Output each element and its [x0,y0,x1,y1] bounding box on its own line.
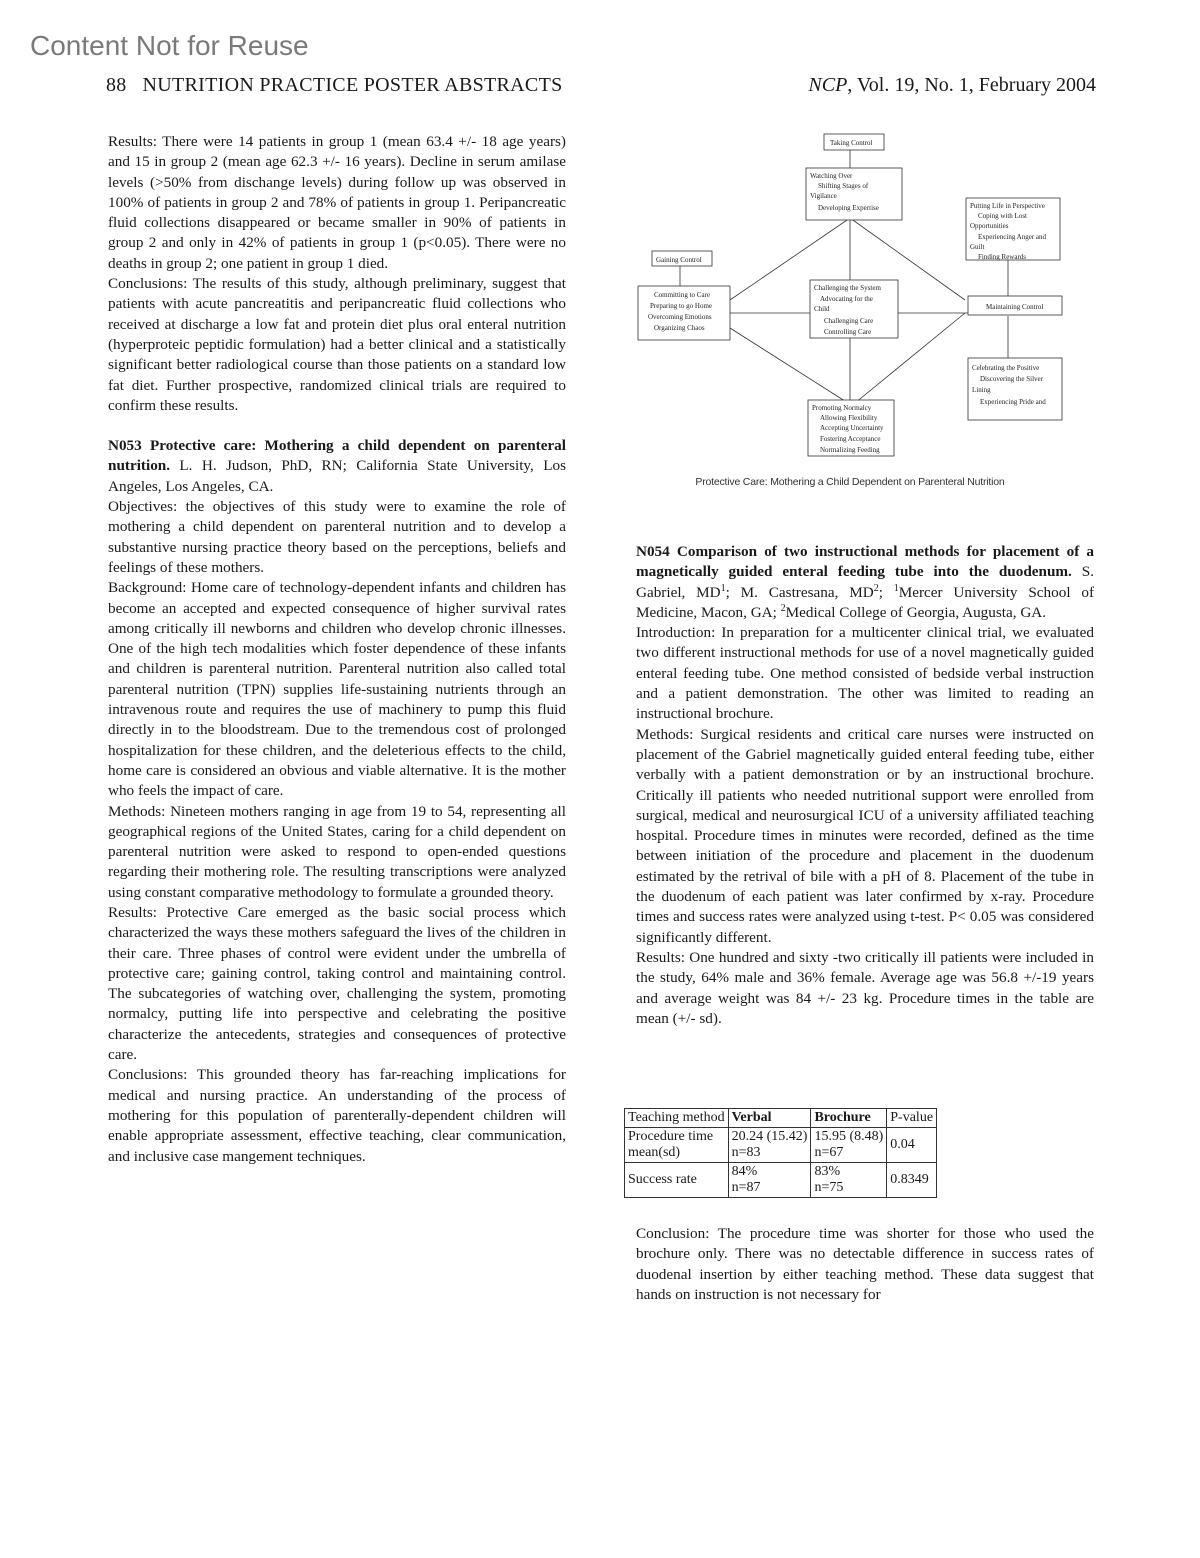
challenging-1: Challenging the System [814,284,881,292]
perspective-4: Experiencing Anger and [978,233,1047,241]
n054-author1: S. Gabriel, MD [636,563,1094,601]
n054-author2-sup: 2 [873,582,879,594]
table-row [625,1163,937,1198]
n054-aff2: Medical College of Georgia, Augusta, GA. [785,603,1047,621]
challenging-4: Challenging Care [824,317,874,325]
n053-authors: L. H. Judson, PhD, RN; California State University, Los Angeles, Los Angeles, CA. [108,457,566,495]
table-cell [625,1128,729,1163]
results-table [624,1108,937,1198]
n053-results: Results: Protective Care emerged as the basic social process which characterized the ways these mothers safeguard the lives of the children in their care. Three phases of control were evident under the umbrella of protective care; gaining control, taking control and maintaining control. The subcategories of watching over, challenging the system, promoting normalcy, putting life into perspective and celebrating the positive characterize the antecedents, strategies and consequences of protective care. [108,903,566,1064]
running-header-left [106,74,563,97]
n053-title: N053 Protective care: Mothering a child dependent on parenteral nutrition. [108,437,566,475]
n054-author2: ; M. Castresana, MD [725,583,874,601]
n053-conclusions: Conclusions: This grounded theory has far-reaching implications for medical and nursing practice. An understanding of the process of mothering for this population of parenterally-dependent children will enable appropriate assessment, effective teaching, clear communication, and inclusive case mangement techniques. [108,1066,566,1165]
celebrating-2: Discovering the Silver [980,375,1043,383]
right-column [636,542,1094,1029]
promoting-4: Fostering Acceptance [820,435,881,443]
n054-sep: ; [878,583,883,601]
n053-background: Background: Home care of technology-dependent infants and children has become an accepted and expected consequence of higher survival rates among critically ill newborns and children who develop chronic illnesses. One of the high tech modalities which foster dependence of these infants and children is parenteral nutrition. Parenteral nutrition also called total parenteral nutrition (TPN) supplies life-sustaining nutrients through an intravenous route and requires the use of machinery to pump this fluid directly in to the bloodstream. Due to the tremendous cost of prolonged hospitalization for these children, and the deleterious effects to the child, home care is considered an obvious and viable alternative. It is the mother who feels the impact of care. [108,579,566,800]
cell-line: 83% [814,1164,841,1179]
n053-methods: Methods: Nineteen mothers ranging in age from 19 to 54, representing all geographical regions of the United States, caring for a child dependent on parenteral nutrition were asked to respond to open-ended questions regarding their mothering role. The resulting transcriptions were analyzed using constant comparative methodology to formulate a grounded theory. [108,802,566,901]
table-header: Verbal [728,1109,811,1128]
perspective-5: Guilt [970,243,985,251]
n053-objectives: Objectives: the objectives of this study were to examine the role of mothering a child dependent on parenteral nutrition and to develop a substantive nursing practice theory based on the perceptions, beliefs and feelings of these mothers. [108,498,566,576]
box-gaining-control: Gaining Control [656,256,702,264]
challenging-5: Controlling Care [824,328,872,336]
perspective-1: Putting Life in Perspective [970,202,1045,210]
cell-line: Procedure time [628,1129,714,1144]
cell-line: 84% [731,1164,758,1179]
n054-methods: Methods: Surgical residents and critical care nurses were instructed on placement of the Gabriel magnetically guided enteral feeding tube, either verbally with a patient demonstration or by an instructional brochure. Critically ill patients who needed nutritional support were enrolled from surgical, medical and neurosurgical ICU of a university affiliated teaching hospital. Procedure times in minutes were recorded, defined as the time between initiation of the procedure and placement in the duodenum estimated by the retrival of bile with a pH of 8. Placement of the tube in the duodenum of each patient was later confirmed by x-ray. Procedure times and success rates were analyzed using t-test. P< 0.05 was considered significantly different. [636,725,1094,946]
results-continued: Results: There were 14 patients in group 1 (mean 63.4 +/- 18 age years) and 15 in group 2 (mean age 62.3 +/- 16 years). Decline in serum amilase levels (>50% from dischange levels) during follow up was observed in 100% of patients in group 2 and 78% of patients in group 1. Peripancreatic fluid collections disappeared or became smaller in 90% of patients in group 2 and only in 42% of patients in group 1 (p<0.05). There were no deaths in group 2; one patient in group 1 died. [108,133,566,272]
box-maintaining-control: Maintaining Control [986,303,1044,311]
table-cell: 0.8349 [887,1163,937,1198]
running-header-right [808,74,1096,97]
committing-1: Committing to Care [654,291,710,299]
cell-line: 20.24 (15.42) [731,1129,808,1144]
page-number: 88 [106,74,127,96]
celebrating-3: Lining [972,386,991,394]
table-header: P-value [887,1109,937,1128]
table-cell [811,1128,887,1163]
n053-heading [108,436,566,497]
n054-aff1: Mercer University School of Medicine, Macon, GA; [636,583,1095,621]
table-row [625,1128,937,1163]
cell-line: n=87 [731,1180,761,1195]
watching-4: Developing Expertise [818,204,879,212]
perspective-2: Coping with Lost [978,212,1028,220]
table-header-row [625,1109,937,1128]
section-title: NUTRITION PRACTICE POSTER ABSTRACTS [142,74,563,96]
table-header: Teaching method [625,1109,729,1128]
cell-line: n=75 [814,1180,844,1195]
n054-introduction: Introduction: In preparation for a multicenter clinical trial, we evaluated two different instructional methods for use of a novel magnetically guided enteral feeding tube. One method consisted of bedside verbal instruction and a patient demonstration. The other was limited to reading an instructional brochure. [636,624,1094,723]
table-cell: 0.04 [887,1128,937,1163]
promoting-2: Allowing Flexibility [820,414,878,422]
left-column [108,132,566,1167]
n054-conclusion: Conclusion: The procedure time was shorter for those who used the brochure only. There was no detectable difference in success rates of duodenal insertion by either teaching method. These data suggest that hands on instruction is not necessary for [636,1225,1094,1303]
cell-line: n=83 [731,1145,761,1160]
n054-title: N054 Comparison of two instructional methods for placement of a magnetically guided enteral feeding tube into the duodenum. [636,543,1094,581]
challenging-2: Advocating for the [820,295,873,303]
watching-3: Vigilance [810,192,837,200]
perspective-6: Finding Rewards [978,253,1027,261]
committing-4: Organizing Chaos [654,324,705,332]
watermark: Content Not for Reuse [30,30,309,61]
n054-aff2-sup: 2 [780,602,786,614]
celebrating-4: Experiencing Pride and [980,398,1046,406]
promoting-3: Accepting Uncertainty [820,424,884,432]
watching-1: Watching Over [810,172,853,180]
protective-care-diagram [630,128,1070,468]
celebrating-1: Celebrating the Positive [972,364,1040,372]
journal-issue: , Vol. 19, No. 1, February 2004 [847,74,1096,96]
right-column-bottom [636,1224,1094,1305]
n054-results: Results: One hundred and sixty -two critically ill patients were included in the study, 64% male and 36% female. Average age was 56.8 +/-19 years and average weight was 84 +/- 23 kg. Procedure times in the table are mean (+/- sd). [636,948,1094,1027]
n054-aff1-sup: 1 [893,582,899,594]
promoting-1: Promoting Normalcy [812,404,872,412]
conclusions-continued: Conclusions: The results of this study, although preliminary, suggest that patients with acute pancreatitis and peripancreatic fluid collections who received at discharge a low fat and protein diet plus oral enteral nutrition (hyperproteic peptidic formulation) had a better clinical and a statistically significant better radiological course than those patients on a standard low fat diet. Further prospective, randomized clinical trials are required to confirm these results. [108,275,566,414]
figure-caption: Protective Care: Mothering a Child Dependent on Parenteral Nutrition [695,476,1005,488]
table-cell [728,1128,811,1163]
watching-2: Shifting Stages of [818,182,869,190]
table-header: Brochure [811,1109,887,1128]
challenging-3: Child [814,305,830,313]
committing-3: Overcoming Emotions [648,313,712,321]
cell-line: mean(sd) [628,1145,681,1160]
journal-abbr: NCP [808,74,848,96]
n054-heading [636,542,1094,623]
cell-line: n=67 [814,1145,844,1160]
promoting-5: Normalizing Feeding [820,446,880,454]
table-cell: Success rate [625,1163,729,1198]
perspective-3: Opportunities [970,222,1009,230]
box-taking-control: Taking Control [830,139,873,147]
table-cell [728,1163,811,1198]
n054-author1-sup: 1 [720,582,726,594]
diagram-svg [630,128,1070,468]
committing-2: Preparing to go Home [650,302,713,310]
table-cell [811,1163,887,1198]
cell-line: 15.95 (8.48) [814,1129,884,1144]
